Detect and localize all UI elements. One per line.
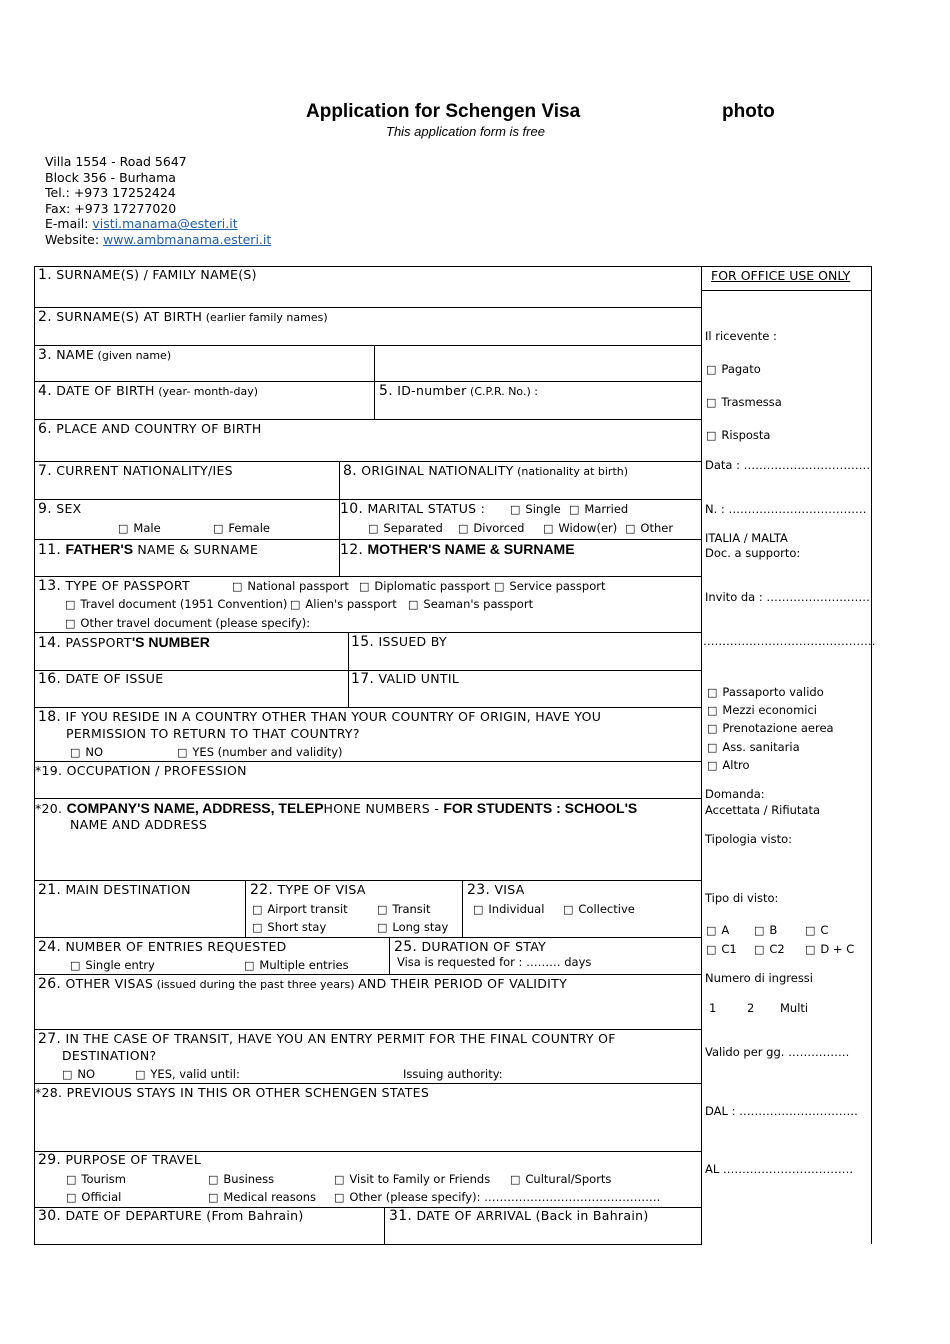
field-29-label: 29. PURPOSE OF TRAVEL <box>38 1152 202 1168</box>
field-number: 1. <box>38 267 52 283</box>
visa-collective-checkbox[interactable]: □ Collective <box>563 902 635 916</box>
field-number: 7. <box>38 463 52 479</box>
office-accettata: Accettata / Rifiutata <box>705 803 821 817</box>
grid-line <box>34 761 702 762</box>
office-visto-c2-checkbox[interactable]: □ C2 <box>754 942 785 956</box>
field-number: 11. <box>38 542 62 558</box>
office-ingressi-1: 1 <box>709 1001 717 1015</box>
field-13-label: 13. TYPE OF PASSPORT <box>38 578 190 594</box>
office-visto-a-checkbox[interactable]: □ A <box>706 923 729 937</box>
field-20-label: *20. COMPANY'S NAME, ADDRESS, TELEPHONE NUMBERS - FOR STUDENTS : SCHOOL'S <box>35 800 638 816</box>
purpose-cultural-checkbox[interactable]: □ Cultural/Sports <box>510 1172 611 1186</box>
purpose-business-checkbox[interactable]: □ Business <box>208 1172 274 1186</box>
office-dal: DAL : …………………………. <box>705 1104 858 1118</box>
field-number: 31. <box>389 1208 413 1224</box>
office-ass-checkbox[interactable]: □ Ass. sanitaria <box>707 740 800 754</box>
grid-line <box>34 798 702 799</box>
address-line-2: Block 356 - Burhama <box>45 169 176 185</box>
office-visto-c1-checkbox[interactable]: □ C1 <box>706 942 737 956</box>
field-22-label: 22. TYPE OF VISA <box>250 882 366 898</box>
address-website <box>45 232 271 248</box>
website-link[interactable]: www.ambmanama.esteri.it <box>103 231 272 247</box>
grid-line <box>34 461 702 462</box>
office-visto-c-checkbox[interactable]: □ C <box>805 923 828 937</box>
grid-line <box>384 1207 385 1244</box>
field-number: 16. <box>38 671 62 687</box>
field-number: 24. <box>38 939 62 955</box>
return-permission-no-checkbox[interactable]: □ NO <box>70 745 103 759</box>
field-number: 4. <box>38 383 52 399</box>
field-2-label: 2. SURNAME(S) AT BIRTH (earlier family names) <box>38 309 328 325</box>
field-24-label: 24. NUMBER OF ENTRIES REQUESTED <box>38 939 287 955</box>
grid-line <box>34 1244 702 1245</box>
marital-widow-checkbox[interactable]: □ Widow(er) <box>543 521 617 535</box>
field-number: 5. <box>379 383 393 399</box>
office-tipo-visto: Tipo di visto: <box>705 891 779 905</box>
field-18-label: 18. IF YOU RESIDE IN A COUNTRY OTHER THAN YOUR COUNTRY OF ORIGIN, HAVE YOU <box>38 709 602 725</box>
field-8-label: 8. ORIGINAL NATIONALITY (nationality at birth) <box>343 463 629 479</box>
field-number: 15. <box>351 634 375 650</box>
field-9-label: 9. SEX <box>38 501 82 517</box>
visa-individual-checkbox[interactable]: □ Individual <box>473 902 544 916</box>
purpose-visit-checkbox[interactable]: □ Visit to Family or Friends <box>334 1172 490 1186</box>
office-tipologia: Tipologia visto: <box>705 832 793 846</box>
office-numero-ingressi: Numero di ingressi <box>705 971 813 985</box>
field-6-label: 6. PLACE AND COUNTRY OF BIRTH <box>38 421 262 437</box>
field-14-label: 14. PASSPORT'S NUMBER <box>38 634 210 651</box>
grid-line <box>34 632 702 633</box>
office-domanda: Domanda: <box>705 787 765 801</box>
grid-line <box>871 266 872 1244</box>
passport-travel-doc-checkbox[interactable]: □ Travel document (1951 Convention) <box>65 597 287 611</box>
field-12-label: 12. MOTHER'S NAME & SURNAME <box>340 541 575 558</box>
sex-female-checkbox[interactable]: □ Female <box>213 521 270 535</box>
office-italia-malta: ITALIA / MALTA <box>705 531 788 545</box>
field-30-label: 30. DATE OF DEPARTURE (From Bahrain) <box>38 1208 304 1224</box>
field-number: 18. <box>38 709 62 725</box>
field-19-label: *19. OCCUPATION / PROFESSION <box>35 763 247 778</box>
office-invito: Invito da : ……………………… <box>705 590 870 604</box>
photo-label: photo <box>722 101 775 122</box>
field-16-label: 16. DATE OF ISSUE <box>38 671 164 687</box>
passport-alien-checkbox[interactable]: □ Alien's passport <box>290 597 397 611</box>
marital-divorced-checkbox[interactable]: □ Divorced <box>458 521 524 535</box>
grid-line <box>34 345 702 346</box>
visa-transit-checkbox[interactable]: □ Transit <box>377 902 431 916</box>
email-label: E-mail: <box>45 216 93 232</box>
field-18-label-line2: PERMISSION TO RETURN TO THAT COUNTRY? <box>66 726 360 741</box>
office-doc-supporto: Doc. a supporto: <box>705 546 801 560</box>
office-visto-b-checkbox[interactable]: □ B <box>754 923 777 937</box>
field-28-label: *28. PREVIOUS STAYS IN THIS OR OTHER SCHENGEN STATES <box>35 1085 430 1100</box>
field-number: 30. <box>38 1208 62 1224</box>
field-number: 29. <box>38 1152 62 1168</box>
passport-other-checkbox[interactable]: □ Other travel document (please specify): <box>65 616 310 630</box>
grid-line <box>34 381 702 382</box>
office-ingressi-multi: Multi <box>780 1001 809 1015</box>
address-line-1: Villa 1554 - Road 5647 <box>45 154 187 169</box>
visa-short-stay-checkbox[interactable]: □ Short stay <box>252 920 326 934</box>
office-al: AL ……………………………. <box>705 1162 854 1176</box>
purpose-other-checkbox[interactable]: □ Other (please specify): ………………………………………. <box>334 1190 660 1204</box>
website-label: Website: <box>45 231 104 247</box>
field-25-label: 25. DURATION OF STAY <box>394 939 547 955</box>
office-prenotazione-checkbox[interactable]: □ Prenotazione aerea <box>707 721 834 735</box>
field-15-label: 15. ISSUED BY <box>351 634 447 650</box>
field-number: 27. <box>38 1031 62 1047</box>
purpose-tourism-checkbox[interactable]: □ Tourism <box>66 1172 126 1186</box>
office-n: N. : ……………………………… <box>705 502 867 516</box>
email-link[interactable]: visti.manama@esteri.it <box>92 216 238 232</box>
grid-line <box>374 345 375 419</box>
field-26-label: 26. OTHER VISAS (issued during the past three years) AND THEIR PERIOD OF VALIDITY <box>38 976 568 992</box>
grid-line <box>34 1029 702 1030</box>
grid-line <box>34 539 702 540</box>
return-permission-yes-checkbox[interactable]: □ YES (number and validity) <box>177 745 343 759</box>
visa-long-stay-checkbox[interactable]: □ Long stay <box>377 920 448 934</box>
field-number: 14. <box>38 635 62 651</box>
office-dots: ……………………………………… <box>703 634 876 648</box>
field-number: 13. <box>38 578 62 594</box>
office-data: Data : …………………………… <box>705 458 871 472</box>
sex-male-checkbox[interactable]: □ Male <box>118 521 161 535</box>
field-number: 2. <box>38 309 52 325</box>
field-11-label: 11. FATHER'S NAME & SURNAME <box>38 541 259 558</box>
field-20-label-line2: NAME AND ADDRESS <box>70 817 208 832</box>
office-passaporto-checkbox[interactable]: □ Passaporto valido <box>707 685 824 699</box>
office-mezzi-checkbox[interactable]: □ Mezzi economici <box>707 703 817 717</box>
office-use-heading: FOR OFFICE USE ONLY <box>711 268 851 283</box>
field-number: 23. <box>467 882 491 898</box>
grid-line <box>34 974 702 975</box>
address-tel: Tel.: +973 17252424 <box>45 185 176 201</box>
grid-line <box>34 1083 702 1084</box>
visa-airport-transit-checkbox[interactable]: □ Airport transit <box>252 902 348 916</box>
office-ricevente: Il ricevente : <box>705 329 777 343</box>
duration-of-stay-note: Visa is requested for : ……… days <box>397 955 592 969</box>
field-10-label: 10. MARITAL STATUS : <box>340 501 486 517</box>
field-4-label: 4. DATE OF BIRTH (year- month-day) <box>38 383 259 399</box>
field-17-label: 17. VALID UNTIL <box>351 671 460 687</box>
transit-permit-yes-checkbox[interactable]: □ YES, valid until: <box>135 1067 240 1081</box>
grid-line <box>34 576 702 577</box>
field-number: 25. <box>394 939 418 955</box>
field-27-label: 27. IN THE CASE OF TRANSIT, HAVE YOU AN ENTRY PERMIT FOR THE FINAL COUNTRY OF <box>38 1031 616 1047</box>
address-email <box>45 216 271 232</box>
marital-separated-checkbox[interactable]: □ Separated <box>368 521 443 535</box>
marital-other-checkbox[interactable]: □ Other <box>625 521 673 535</box>
field-number: 17. <box>351 671 375 687</box>
office-risposta-checkbox[interactable]: □ Risposta <box>706 428 770 442</box>
page-title: Application for Schengen Visa <box>306 101 581 122</box>
passport-diplomatic-checkbox[interactable]: □ Diplomatic passport <box>359 579 490 593</box>
address-fax: Fax: +973 17277020 <box>45 200 177 216</box>
grid-line <box>34 880 702 881</box>
issuing-authority-label: Issuing authority: <box>403 1067 503 1081</box>
field-27-label-line2: DESTINATION? <box>62 1048 157 1063</box>
purpose-official-checkbox[interactable]: □ Official <box>66 1190 121 1204</box>
field-7-label: 7. CURRENT NATIONALITY/IES <box>38 463 233 479</box>
field-number: 6. <box>38 421 52 437</box>
transit-permit-no-checkbox[interactable]: □ NO <box>62 1067 95 1081</box>
field-number: 12. <box>340 542 364 558</box>
field-number: 9. <box>38 501 52 517</box>
entries-single-checkbox[interactable]: □ Single entry <box>70 958 155 972</box>
field-21-label: 21. MAIN DESTINATION <box>38 882 191 898</box>
field-31-label: 31. DATE OF ARRIVAL (Back in Bahrain) <box>389 1208 649 1224</box>
office-valido: Valido per gg. ……………. <box>705 1045 850 1059</box>
field-1-label: 1. SURNAME(S) / FAMILY NAME(S) <box>38 267 257 283</box>
field-number: 21. <box>38 882 62 898</box>
grid-line <box>34 707 702 708</box>
field-3-label: 3. NAME (given name) <box>38 347 172 363</box>
field-5-label: 5. ID-number (C.P.R. No.) : <box>379 383 538 399</box>
field-number: 3. <box>38 347 52 363</box>
office-visto-dc-checkbox[interactable]: □ D + C <box>805 942 854 956</box>
grid-line <box>389 937 390 974</box>
marital-single-checkbox[interactable]: □ Single <box>510 502 561 516</box>
grid-line <box>245 880 246 937</box>
field-number: 26. <box>38 976 62 992</box>
marital-married-checkbox[interactable]: □ Married <box>569 502 628 516</box>
grid-line <box>702 290 871 291</box>
grid-line <box>462 880 463 937</box>
field-number: 8. <box>343 463 357 479</box>
field-23-label: 23. VISA <box>467 882 525 898</box>
passport-service-checkbox[interactable]: □ Service passport <box>494 579 605 593</box>
office-ingressi-2: 2 <box>747 1001 755 1015</box>
grid-line <box>701 266 702 1244</box>
office-trasmessa-checkbox[interactable]: □ Trasmessa <box>706 395 782 409</box>
grid-line <box>34 499 702 500</box>
page-subtitle: This application form is free <box>386 124 545 139</box>
grid-line <box>34 419 702 420</box>
office-altro-checkbox[interactable]: □ Altro <box>707 758 750 772</box>
passport-seaman-checkbox[interactable]: □ Seaman's passport <box>408 597 533 611</box>
purpose-medical-checkbox[interactable]: □ Medical reasons <box>208 1190 316 1204</box>
grid-line <box>339 461 340 576</box>
passport-national-checkbox[interactable]: □ National passport <box>232 579 349 593</box>
grid-line <box>34 937 702 938</box>
embassy-address <box>45 154 271 248</box>
field-number: 22. <box>250 882 274 898</box>
field-number: 10. <box>340 501 364 517</box>
grid-line <box>34 307 702 308</box>
entries-multiple-checkbox[interactable]: □ Multiple entries <box>244 958 349 972</box>
office-pagato-checkbox[interactable]: □ Pagato <box>706 362 761 376</box>
